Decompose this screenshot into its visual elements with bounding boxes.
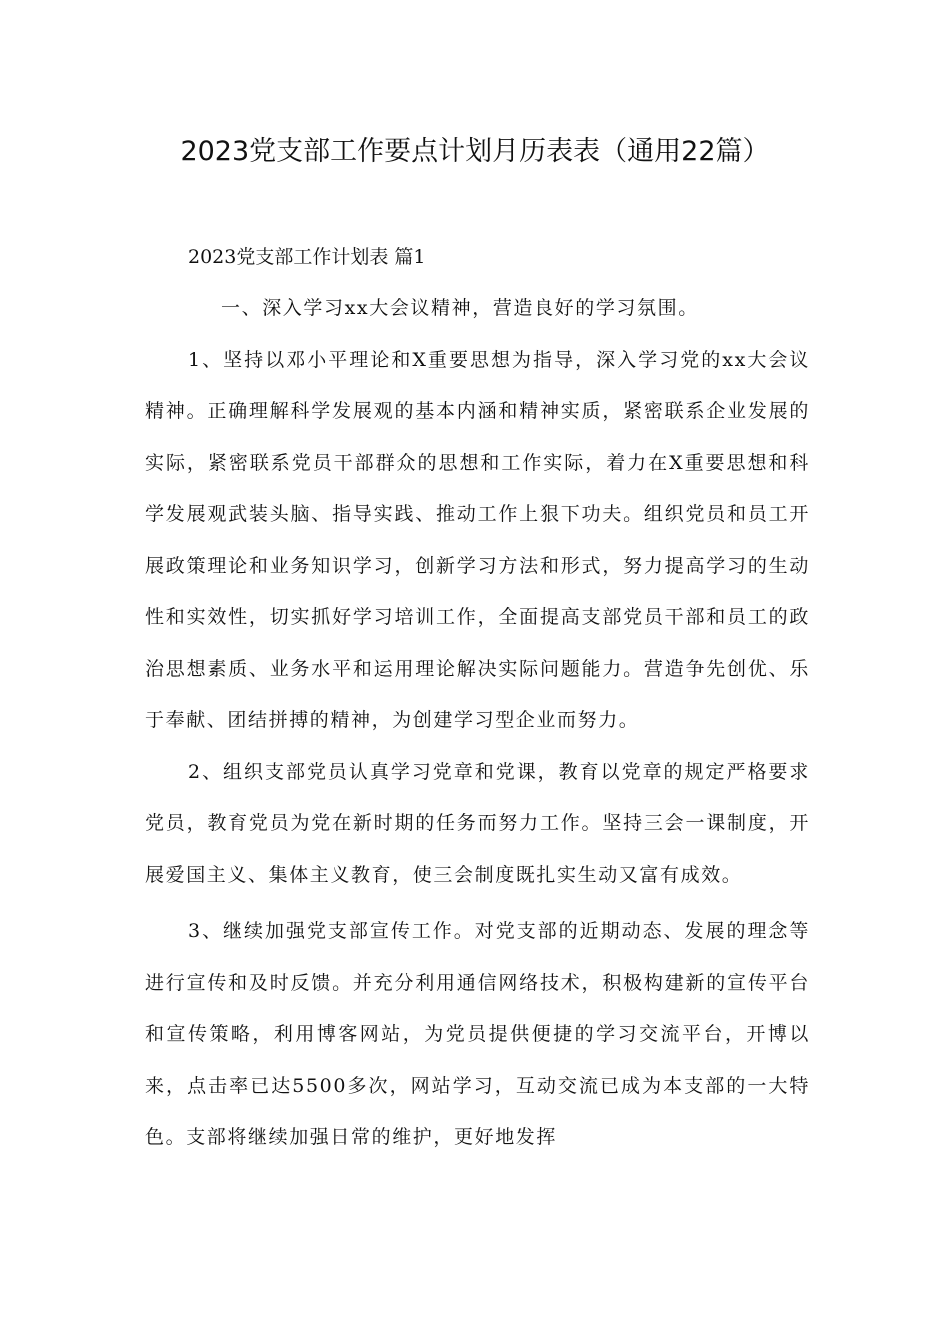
document-title: 2023党支部工作要点计划月历表表（通用22篇） bbox=[180, 136, 770, 167]
paragraph-item-2: 2、组织支部党员认真学习党章和党课，教育以党章的规定严格要求党员，教育党员为党在新时期的任务而努力工作。坚持三会一课制度，开展爱国主义、集体主义教育，使三会制度既扎实生动又富有成效。 bbox=[145, 760, 810, 886]
paragraph-item-3: 3、继续加强党支部宣传工作。对党支部的近期动态、发展的理念等进行宣传和及时反馈。并充分利用通信网络技术，积极构建新的宣传平台和宣传策略，利用博客网站，为党员提供便捷的学习交流平台，开博以来，点击率已达5500多次，网站学习，互动交流已成为本支部的一大特色。支部将继续加强日常的维护，更好地发挥 bbox=[145, 920, 810, 1148]
section-subheading: 2023党支部工作计划表 篇1 bbox=[188, 246, 426, 268]
paragraph-section-one: 一、深入学习xx大会议精神，营造良好的学习氛围。 bbox=[221, 297, 699, 319]
document-body bbox=[145, 232, 810, 1164]
paragraph-item-1: 1、坚持以邓小平理论和X重要思想为指导，深入学习党的xx大会议精神。正确理解科学发展观的基本内涵和精神实质，紧密联系企业发展的实际，紧密联系党员干部群众的思想和工作实际，着力在X重要思想和科学发展观武装头脑、指导实践、推动工作上狠下功夫。组织党员和员工开展政策理论和业务知识学习，创新学习方法和形式，努力提高学习的生动性和实效性，切实抓好学习培训工作，全面提高支部党员干部和员工的政治思想素质、业务水平和运用理论解决实际问题能力。营造争先创优、乐于奉献、团结拼搏的精神，为创建学习型企业而努力。 bbox=[145, 348, 810, 731]
